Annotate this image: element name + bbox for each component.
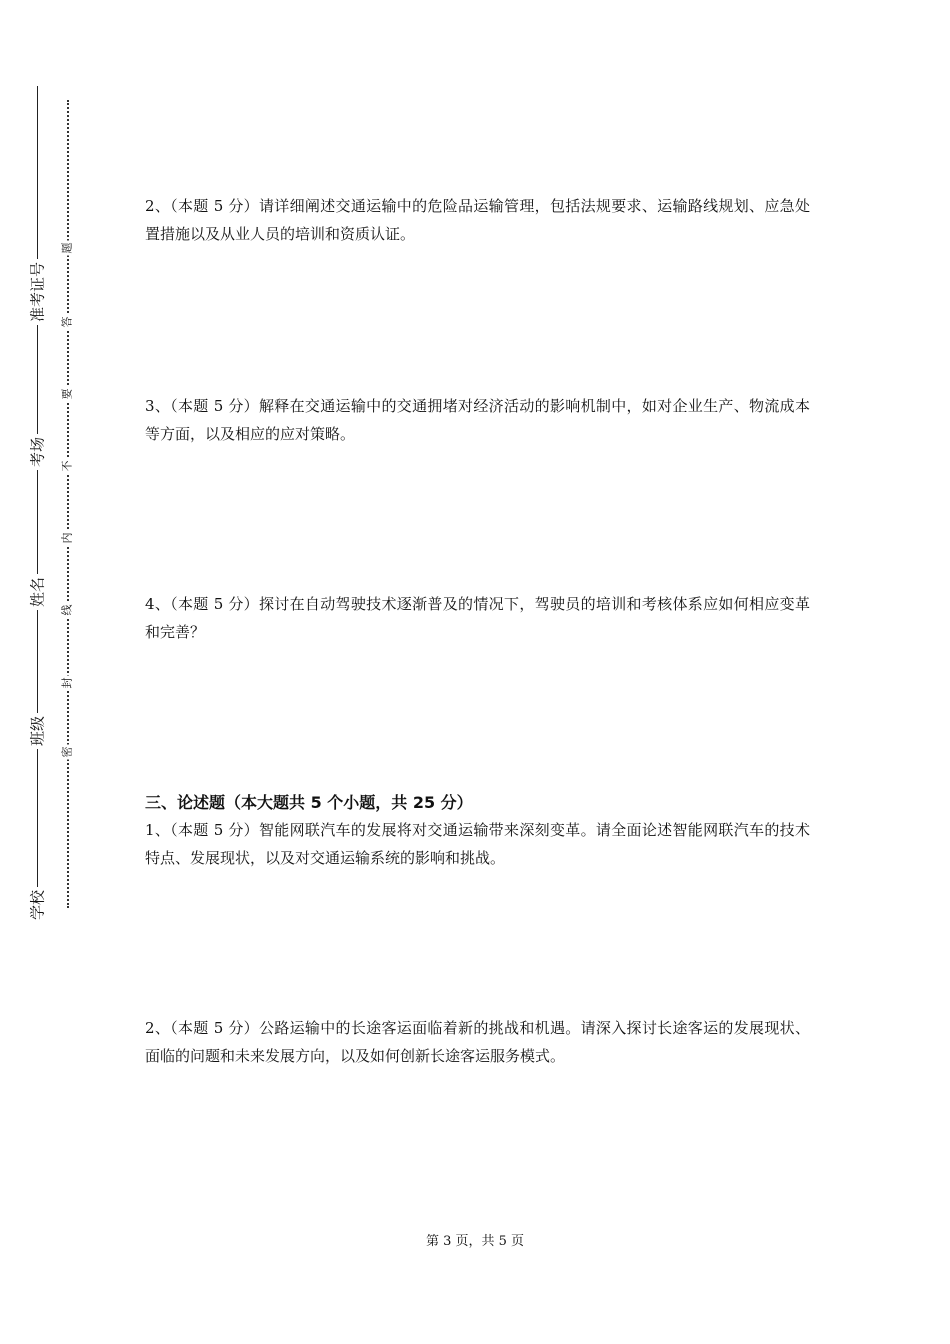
seal-char: 线	[60, 604, 74, 616]
question-2-4: 4、（本题 5 分）探讨在自动驾驶技术逐渐普及的情况下，驾驶员的培训和考核体系应如何相应变革和完善？	[145, 595, 810, 641]
school-label: 学校	[27, 887, 48, 923]
seal-dotted-line	[67, 100, 69, 908]
seal-char: 题	[60, 242, 74, 254]
question-2-2: 2、（本题 5 分）请详细阐述交通运输中的危险品运输管理，包括法规要求、运输路线规划、应急处置措施以及从业人员的培训和资质认证。	[145, 197, 810, 243]
seal-char: 要	[60, 388, 74, 400]
question-3-1: 1、（本题 5 分）智能网联汽车的发展将对交通运输带来深刻变革。请全面论述智能网联汽车的技术特点、发展现状，以及对交通运输系统的影响和挑战。	[145, 821, 810, 867]
seal-char: 答	[60, 316, 74, 328]
seal-char: 封	[60, 677, 74, 689]
room-label: 考场	[27, 434, 48, 470]
seal-char: 内	[60, 532, 74, 544]
question-3-2: 2、（本题 5 分）公路运输中的长途客运面临着新的挑战和机遇。请深入探讨长途客运的发展现状、面临的问题和未来发展方向，以及如何创新长途客运服务模式。	[145, 1019, 810, 1065]
section-title: 三、论述题（本大题共 5 个小题，共 25 分）	[145, 793, 473, 812]
name-label: 姓名	[27, 574, 48, 610]
class-label: 班级	[27, 713, 48, 749]
page-number: 第 3 页，共 5 页	[425, 1234, 525, 1249]
question-2-3: 3、（本题 5 分）解释在交通运输中的交通拥堵对经济活动的影响机制中，如对企业生产、物流成本等方面，以及相应的应对策略。	[145, 397, 810, 443]
seal-char: 密	[60, 746, 74, 758]
exam-id-label: 准考证号	[27, 259, 48, 325]
seal-char: 不	[60, 460, 74, 472]
binding-line	[37, 86, 38, 916]
